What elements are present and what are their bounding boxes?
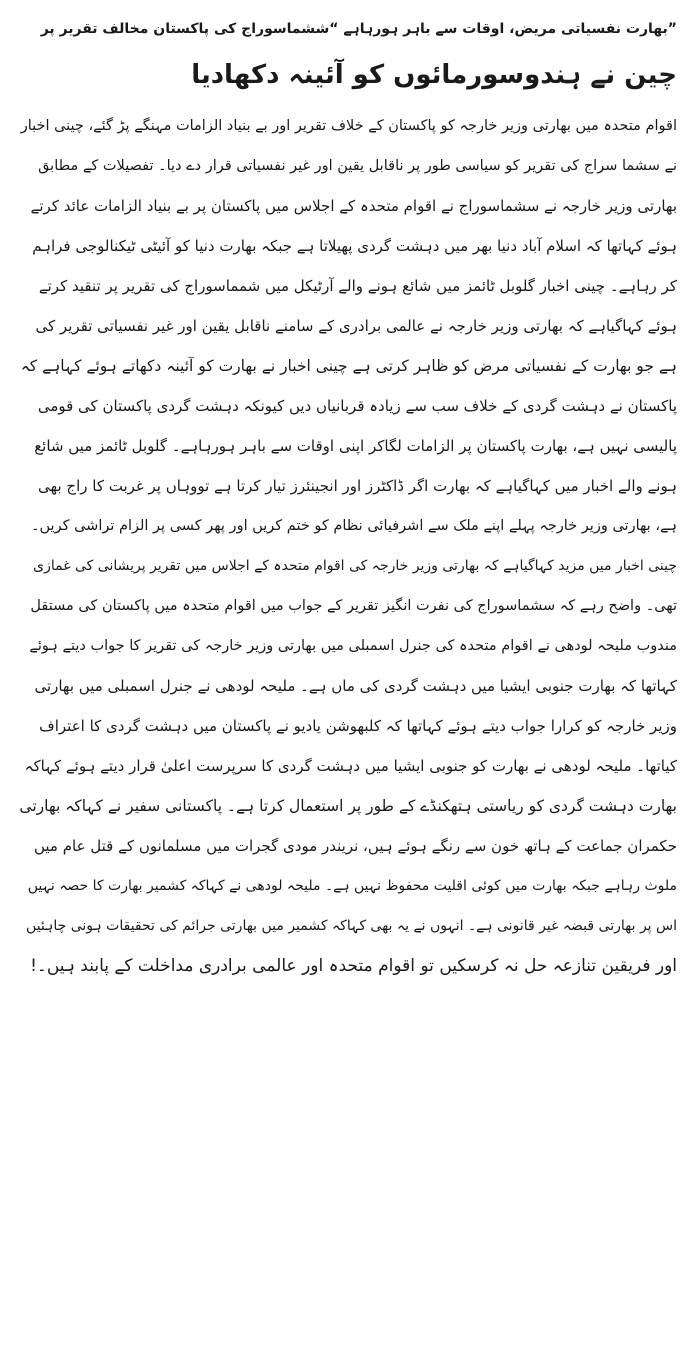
- body-line: ہے، بھارتی وزیر خارجہ پہلے اپنے ملک سے اشرفیائی نظام کو ختم کریں اور پھر کسی پر الزام تراشی کریں۔: [31, 518, 677, 534]
- body-line: ہونے والے اخبار میں کہاگیاہے کہ بھارت اگر ڈاکٹرز اور انجینئرز تیار کرتا ہے تووہاں پر غربت کا راج بھی: [38, 477, 677, 495]
- body-line: کیاتھا۔ ملیحہ لودھی نے بھارت کو جنوبی ایشیا میں دہشت گردی کا سرپرست اعلیٰ قرار دیتے ہوئے کہاکہ: [24, 757, 677, 775]
- body-line: وزیر خارجہ کو کرارا جواب دیتے ہوئے کہاتھا کہ کلبھوشن یادیو نے پاکستان میں دہشت گردی کا اعتراف: [39, 717, 677, 735]
- article-body: [16, 106, 681, 986]
- body-line: اور فریقین تنازعہ حل نہ کرسکیں تو اقوام متحدہ اور عالمی برادری مداخلت کے پابند ہیں۔!: [30, 956, 677, 976]
- body-line: ہوئے کہاتھا کہ اسلام آباد دنیا بھر میں دہشت گردی پھیلاتا ہے جبکہ بھارت دنیا کو آئیٹی ٹیکنالوجی فراہم: [32, 237, 677, 255]
- body-line: حکمران جماعت کے ہاتھ خون سے رنگے ہوئے ہیں، نریندر مودی گجرات میں مسلمانوں کے قتل عام میں: [33, 837, 677, 855]
- body-line: کہاتھا کہ بھارت جنوبی ایشیا میں دہشت گردی کی ماں ہے۔ ملیحہ لودھی نے جنرل اسمبلی میں بھارتی: [34, 677, 677, 695]
- body-line: مندوب ملیحہ لودھی نے اقوام متحدہ کی جنرل اسمبلی میں بھارتی وزیر خارجہ کی تقریر کا جواب دیتے ہوئے: [29, 638, 677, 654]
- body-line: نے سشما سراج کی تقریر کو سیاسی طور پر ناقابل یقین اور غیر نفسیاتی قرار دے دیا۔ تفصیلات کے مطابق: [38, 158, 677, 174]
- body-line: چینی اخبار میں مزید کہاگیاہے کہ بھارتی وزیر خارجہ کی اقوام متحدہ کے اجلاس میں تقریر پریشانی کی غمازی: [33, 558, 677, 574]
- body-line: ملوث رہاہے جبکہ بھارت میں کوئی اقلیت محفوظ نہیں ہے۔ ملیحہ لودھی نے کہاکہ کشمیر بھارت کا حصہ نہیں: [27, 878, 677, 894]
- body-line: ہوئے کہاگیاہے کہ بھارتی وزیر خارجہ نے عالمی برادری کے سامنے ناقابل یقین اور غیر نفسیاتی تقریر کی: [35, 317, 677, 335]
- body-line: اقوام متحدہ میں بھارتی وزیر خارجہ کو پاکستان کے خلاف تقریر اور بے بنیاد الزامات مہنگے پڑ گئے، چینی اخبار: [20, 118, 677, 134]
- body-line: پاکستان نے دہشت گردی کے خلاف سب سے زیادہ قربانیاں دیں کیونکہ دہشت گردی پاکستان کی قومی: [37, 397, 677, 415]
- article-headline: [16, 6, 681, 98]
- headline-line: چین نے ہندوسورمائوں کو آئینہ دکھادیا: [191, 60, 677, 90]
- body-line: اس پر بھارتی قبضہ غیر قانونی ہے۔ انہوں نے یہ بھی کہاکہ کشمیر میں بھارتی جرائم کی تحقیقات ہونی چاہئیں: [26, 918, 677, 934]
- body-line: کر رہاہے۔ چینی اخبار گلوبل ٹائمز میں شائع ہونے والے آرٹیکل میں شمماسوراج کی تقریر پر تنقید کرتے: [38, 277, 677, 295]
- body-line: تھی۔ واضح رہے کہ سشماسوراج کی نفرت انگیز تقریر کے جواب میں اقوام متحدہ میں پاکستان کی مستقل: [30, 598, 677, 614]
- headline-line: ”بھارت نفسیاتی مریض، اوقات سے باہر ہورہاہے “ششماسوراج کی پاکستان مخالف تقریر پر: [40, 21, 677, 37]
- body-line: ہے جو بھارت کے نفسیاتی مرض کو ظاہر کرتی ہے چینی اخبار نے بھارت کو آئینہ دکھاتے ہوئے کہاہے کہ: [20, 357, 677, 375]
- body-line: بھارتی وزیر خارجہ نے سشماسوراج نے اقوام متحدہ کے اجلاس میں پاکستان پر بے بنیاد الزامات عائد کرتے: [30, 197, 677, 215]
- body-line: پالیسی نہیں ہے، بھارت پاکستان پر الزامات لگاکر اپنی اوقات سے باہر ہورہاہے۔ گلوبل ٹائمز میں شائع: [34, 437, 677, 455]
- body-line: بھارت دہشت گردی کو ریاستی ہتھکنڈے کے طور پر استعمال کرتا ہے۔ پاکستانی سفیر نے کہاکہ بھارتی: [19, 797, 677, 815]
